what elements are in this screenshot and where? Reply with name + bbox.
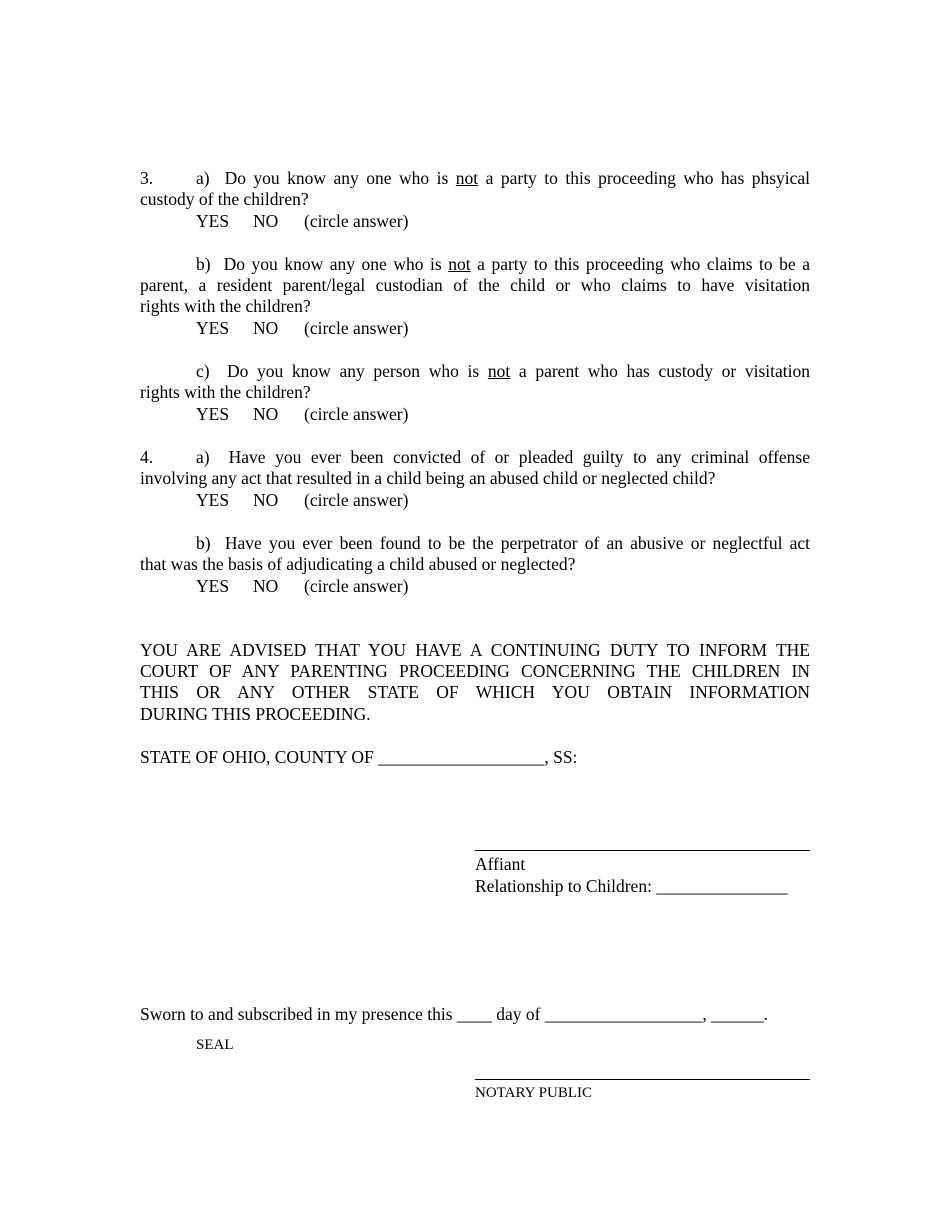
yes-option[interactable]: YES	[196, 211, 230, 231]
answer-hint: (circle answer)	[304, 490, 409, 510]
q4a-answer[interactable]	[196, 490, 408, 512]
q3c-answer[interactable]	[196, 404, 408, 426]
q4b-answer[interactable]	[196, 576, 408, 598]
q3c-line-2: rights with the children?	[140, 382, 311, 402]
q3b-line-2: parent, a resident parent/legal custodian of the child or who claims to have visitation	[140, 275, 810, 295]
answer-hint: (circle answer)	[304, 404, 409, 424]
yes-option[interactable]: YES	[196, 318, 230, 338]
q3b-answer[interactable]	[196, 318, 408, 340]
advisory-line-1: YOU ARE ADVISED THAT YOU HAVE A CONTINUING DUTY TO INFORM THE	[140, 640, 810, 660]
notary-signature-line[interactable]	[475, 1079, 810, 1080]
notary-label: NOTARY PUBLIC	[475, 1085, 593, 1101]
q4a-line-2: involving any act that resulted in a child being an abused child or neglected child?	[140, 468, 716, 488]
answer-hint: (circle answer)	[304, 576, 409, 596]
yes-option[interactable]: YES	[196, 490, 230, 510]
yes-option[interactable]: YES	[196, 404, 230, 424]
yes-option[interactable]: YES	[196, 576, 230, 596]
q3a-answer[interactable]	[196, 211, 408, 233]
q4a-line-1: 4. a) Have you ever been convicted of or pleaded guilty to any criminal offense	[140, 447, 810, 467]
relationship-field[interactable]: Relationship to Children: _______________	[475, 876, 788, 896]
q3a-line-1: 3. a) Do you know any one who is not a party to this proceeding who has phsyical	[140, 168, 811, 188]
advisory-line-3: THIS OR ANY OTHER STATE OF WHICH YOU OBTAIN INFORMATION	[140, 682, 810, 702]
answer-hint: (circle answer)	[304, 211, 409, 231]
no-option[interactable]: NO	[253, 490, 279, 510]
no-option[interactable]: NO	[253, 576, 279, 596]
affiant-signature-line[interactable]	[475, 850, 810, 851]
no-option[interactable]: NO	[253, 318, 279, 338]
advisory-line-2: COURT OF ANY PARENTING PROCEEDING CONCERNING THE CHILDREN IN	[140, 661, 810, 681]
q3b-line-3: rights with the children?	[140, 296, 311, 316]
q4b-line-2: that was the basis of adjudicating a child abused or neglected?	[140, 554, 576, 574]
q3a-line-2: custody of the children?	[140, 189, 309, 209]
q3-number: 3.	[140, 168, 154, 188]
answer-hint: (circle answer)	[304, 318, 409, 338]
affiant-label: Affiant	[475, 854, 526, 874]
q4-number: 4.	[140, 447, 154, 467]
q3b-line-1: b) Do you know any one who is not a party to this proceeding who claims to be a	[196, 254, 810, 274]
venue-line: STATE OF OHIO, COUNTY OF ___________________, SS:	[140, 747, 578, 767]
q4b-line-1: b) Have you ever been found to be the perpetrator of an abusive or neglectful act	[196, 533, 810, 553]
sworn-line: Sworn to and subscribed in my presence this ____ day of __________________, ______.	[140, 1004, 768, 1024]
no-option[interactable]: NO	[253, 404, 279, 424]
no-option[interactable]: NO	[253, 211, 279, 231]
seal-label: SEAL	[196, 1037, 234, 1053]
q3c-line-1: c) Do you know any person who is not a parent who has custody or visitation	[196, 361, 811, 381]
advisory-line-4: DURING THIS PROCEEDING.	[140, 704, 371, 724]
